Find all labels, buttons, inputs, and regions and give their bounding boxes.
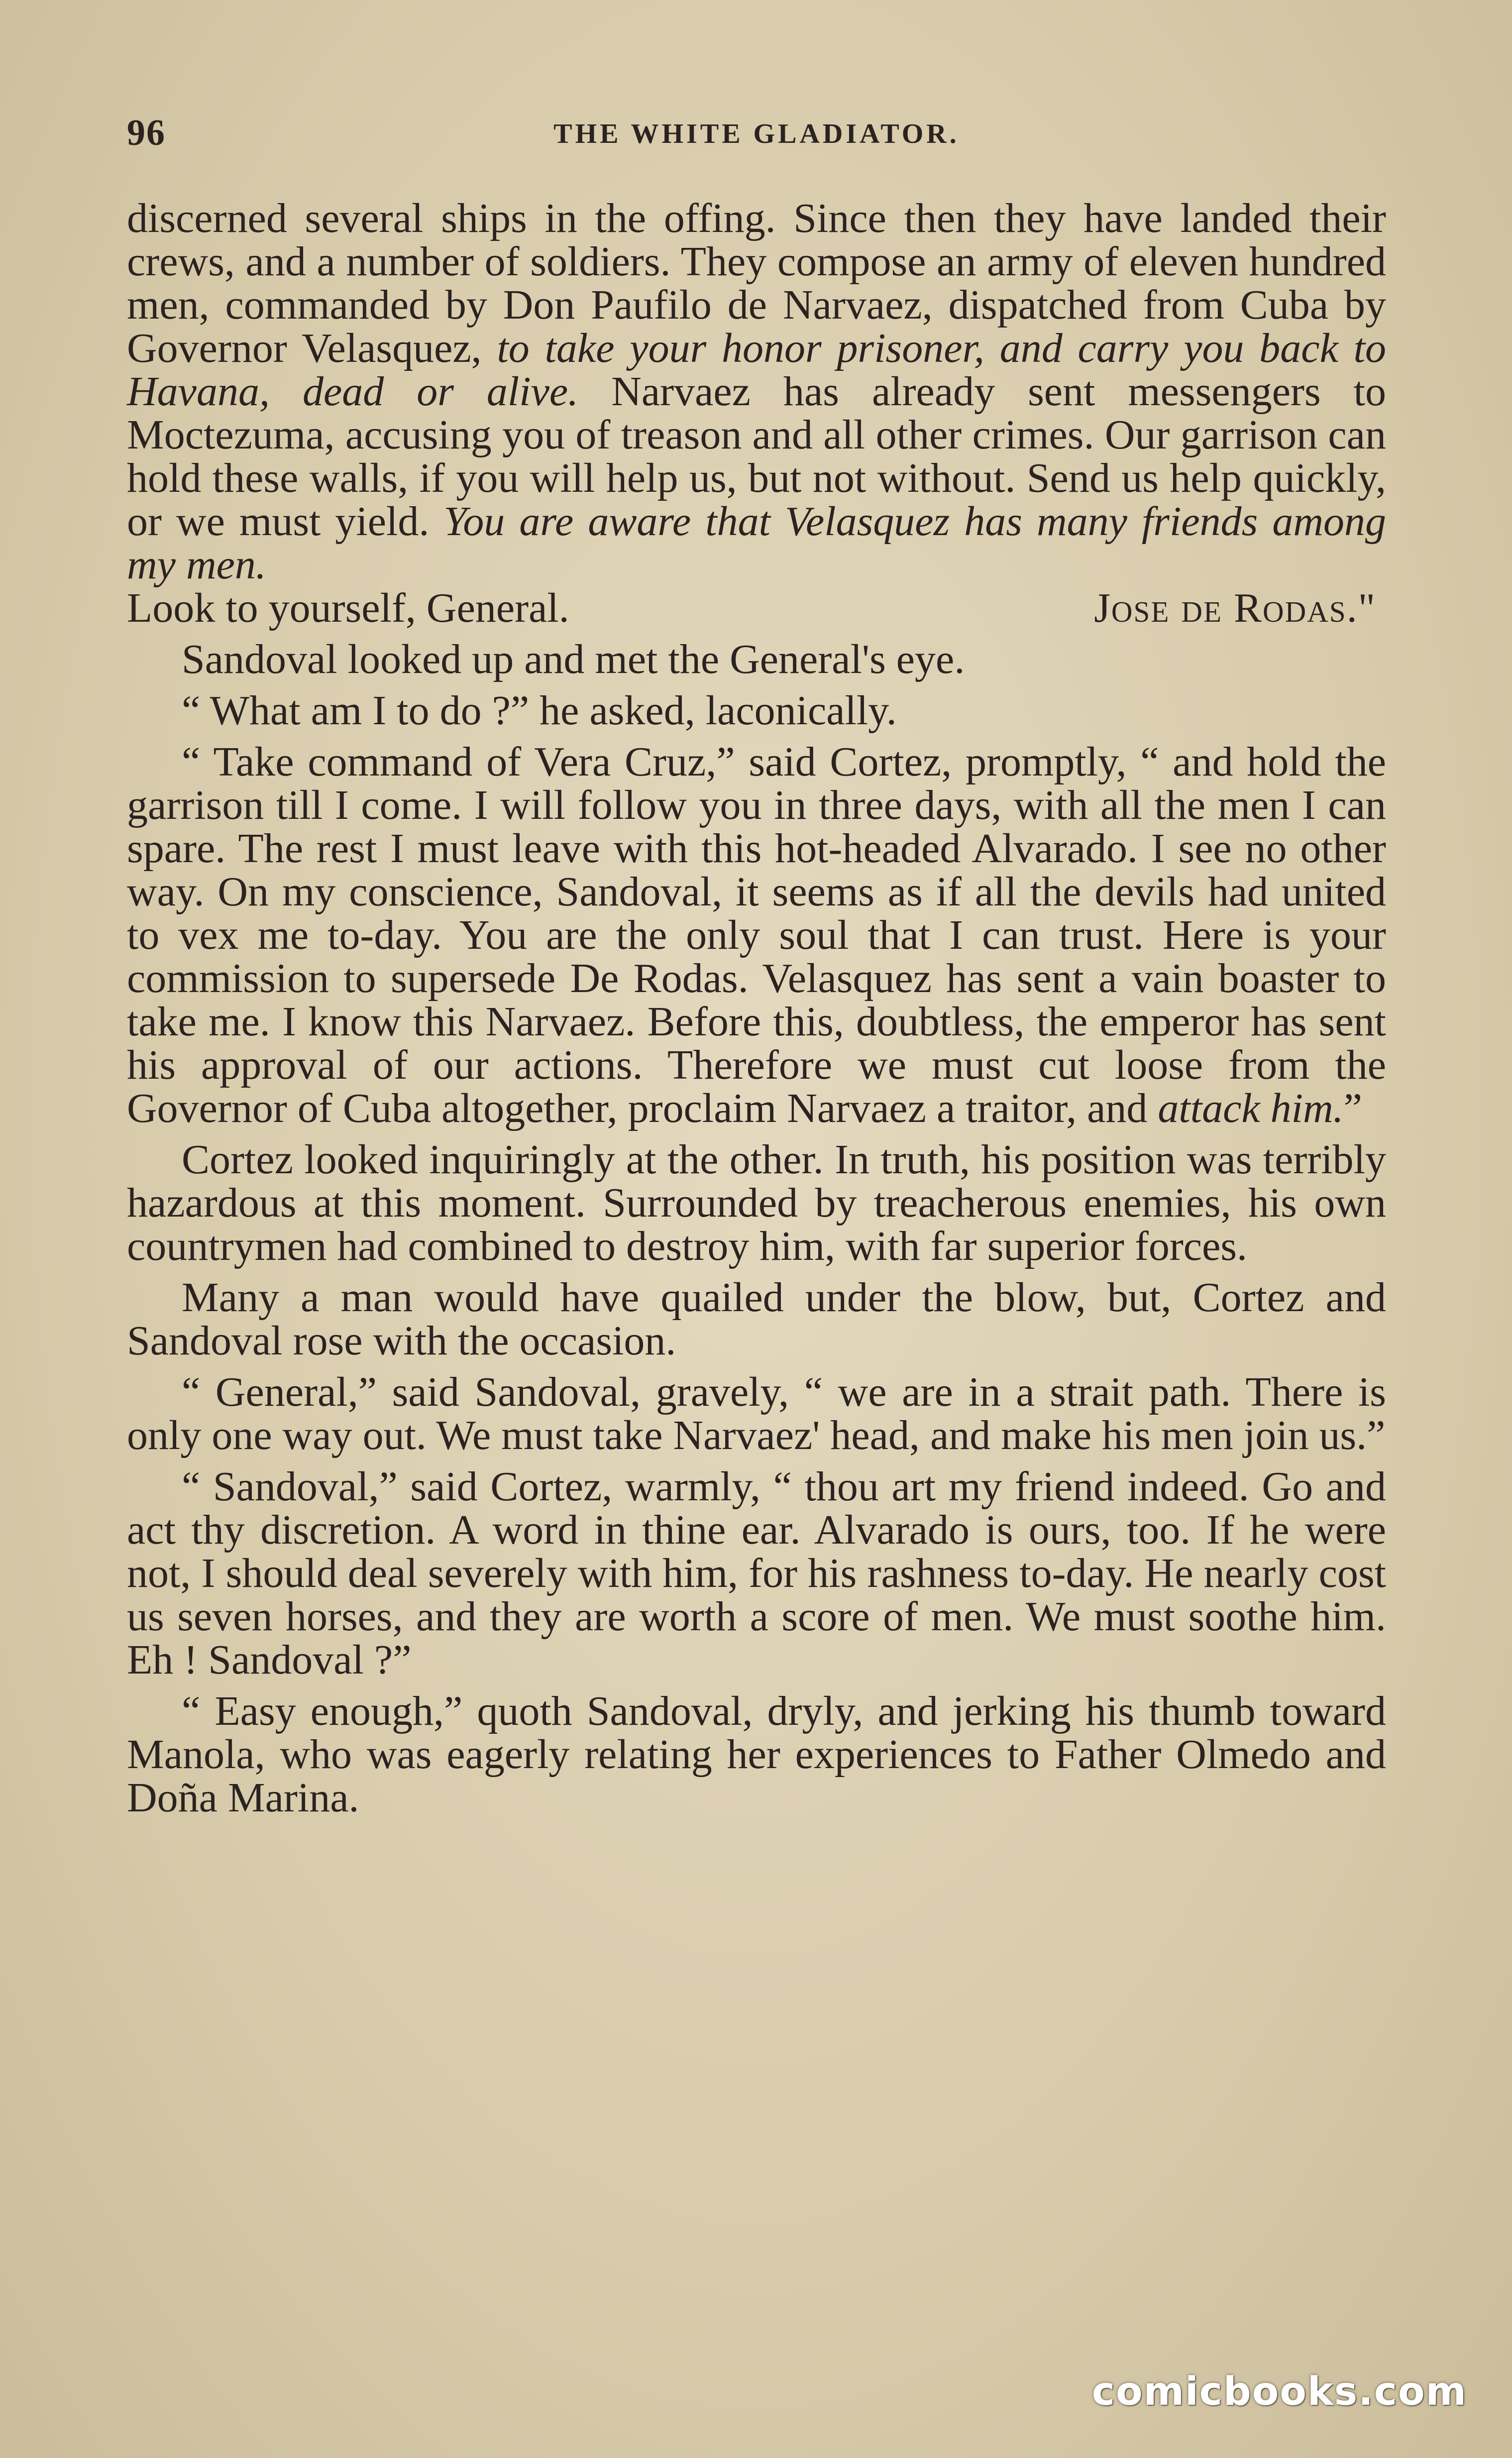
- paragraph: Many a man would have quailed under the blow, but, Cortez and Sandoval rose with the occasion.: [127, 1274, 1386, 1364]
- paragraph: “ What am I to do ?” he asked, laconically.: [182, 687, 897, 734]
- letter-text-2: Narvaez has already sent messengers to Moctezuma, accusing you of treason and all other crimes. Our garrison can hold these walls, if you will help us, but not without. Send us help quickly, or we must yield.: [127, 368, 1386, 545]
- paragraph: Cortez looked inquiringly at the other. In truth, his position was terribly hazardous at this moment. Surrounded by treacherous enemies, his own countrymen had combined to destroy him, with far superior forces.: [127, 1136, 1386, 1269]
- letter-text-1: discerned several ships in the offing. Since then they have landed their crews, and a number of soldiers. They compose an army of eleven hundred men, commanded by Don Paufilo de Narvaez, dispatched from Cuba by Governor Velasquez,: [127, 195, 1386, 371]
- page-body: [127, 197, 1386, 1827]
- paragraph: [127, 740, 1386, 1130]
- letter-signature: Jose de Rodas.": [1094, 585, 1376, 631]
- paragraph-italic: attack him.: [1158, 1085, 1344, 1131]
- paragraph: Sandoval looked up and met the General's eye.: [182, 636, 965, 682]
- page-number: 96: [127, 112, 166, 153]
- running-title: THE WHITE GLADIATOR.: [553, 118, 960, 149]
- letter-text-3: Look to yourself, General.: [127, 585, 569, 631]
- paragraph-text: “ Take command of Vera Cruz,” said Cortez, promptly, “ and hold the garrison till I come. I will follow you in three days, with all the men I can spare. The rest I must leave with this hot-headed Alvarado. I see no other way. On my conscience, Sandoval, it seems as if all the devils had united to vex me to-day. You are the only soul that I can trust. Here is your commission to supersede De Rodas. Velasquez has sent a vain boaster to take me. I know this Narvaez. Before this, doubtless, the emperor has sent his approval of our actions. Therefore we must cut loose from the Governor of Cuba altogether, proclaim Narvaez a traitor, and: [127, 739, 1386, 1131]
- paragraph: “ Sandoval,” said Cortez, warmly, “ thou art my friend indeed. Go and act thy discretion. A word in thine ear. Alvarado is ours, too. If he were not, I should deal severely with him, for his rashness to-day. He nearly cost us seven horses, and they are worth a score of men. We must soothe him. Eh ! Sandoval ?”: [127, 1463, 1386, 1683]
- page-header: [127, 112, 1386, 167]
- letter-closing: [127, 586, 1386, 630]
- paragraph-close-quote: ”: [1343, 1085, 1362, 1131]
- letter-paragraph: [127, 197, 1386, 630]
- paragraph: “ Easy enough,” quoth Sandoval, dryly, and jerking his thumb toward Manola, who was eagerly relating her experiences to Father Olmedo and Doña Marina.: [127, 1688, 1386, 1821]
- paragraph: “ General,” said Sandoval, gravely, “ we are in a strait path. There is only one way out. We must take Narvaez' head, and make his men join us.”: [127, 1369, 1386, 1458]
- letter-italic-1: to take your honor prisoner, and carry you back to Havana, dead or alive.: [127, 325, 1386, 415]
- letter-italic-2: You are aware that Velasquez has many friends among my men.: [127, 498, 1386, 588]
- watermark: comicbooks.com: [1091, 2369, 1467, 2414]
